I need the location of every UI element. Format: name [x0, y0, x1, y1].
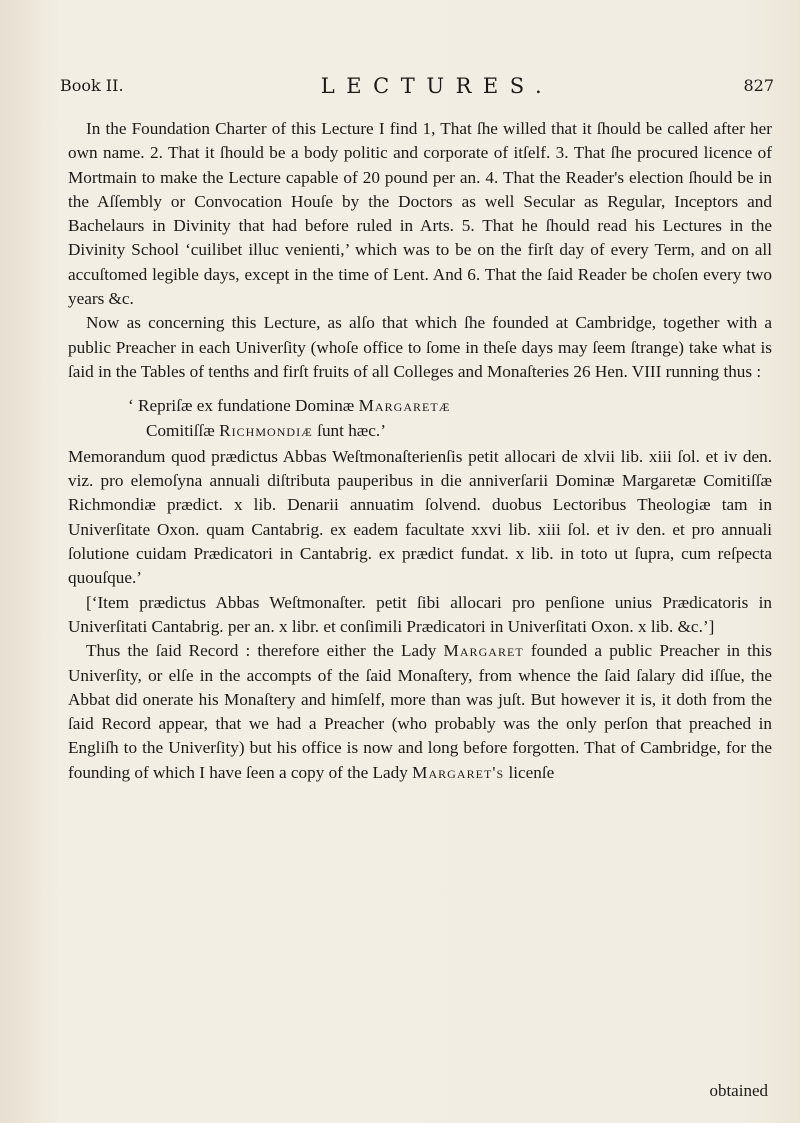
running-header [60, 52, 774, 98]
body-text [68, 117, 772, 785]
running-title: LECTURES. [320, 74, 554, 98]
book-number: Book II. [60, 76, 124, 95]
quote-line-1: ‘ Repriſæ ex fundatione Dominæ Margaretæ [128, 396, 451, 416]
quote-line-2: Comitiſſæ Richmondiæ ſunt hæc.’ [146, 420, 386, 440]
paragraph-charter: In the Foundation Charter of this Lecture I find 1, That ſhe willed that it ſhould be called after her own name. 2. That it ſhould be a body politic and corporate of itſelf. 3. That ſhe procured licence of Mortmain to make the Lecture capable of 20 pound per an. 4. That the Reader's election ſhould be in the Aſſembly or Convocation Houſe by the Doctors as well Secular as Regular, Inceptors and Bachelaurs in Divinity that had before ruled in Arts. 5. That he ſhould read his Lectures in the Divinity School ‘cuilibet illuc venienti,’ which was to be on the firſt day of every Term, and on all accuſtomed legible days, except in the time of Lent. And 6. That the ſaid Reader be choſen every two years &c. [68, 119, 772, 309]
paragraph-item: [‘Item prædictus Abbas Weſtmonaſter. petit ſibi allocari pro penſione unius Prædicatoris in Univerſitati Cantabrig. per an. x libr. et conſimili Prædicatori in Univerſitati Oxon. x lib. &c.’] [68, 592, 772, 636]
block-quote [68, 394, 772, 443]
page-number: 827 [743, 76, 774, 95]
catchword: obtained [709, 1081, 768, 1100]
paragraph-memorandum: Memorandum quod prædictus Abbas Weſtmonaſterienſis petit allocari de xlvii lib. xiii ſol. et iv den. viz. pro elemoſyna annuali diſtributa pauperibus in die anniverſarii Dominæ Margaretæ Comitiſſæ Richmondiæ prædict. x lib. Denarii annuatim ſolvend. duobus Lectoribus Theologiæ tam in Univerſitate Oxon. quam Cantabrig. ex eadem facultate xxvi lib. xiii ſol. et iv den. et pro annuali ſolutione cuidam Prædicatori in Cantabrig. ex prædict fundat. x lib. in toto ut ſupra, cum reſpecta quouſque.’ [68, 446, 772, 588]
paragraph-record: Thus the ſaid Record : therefore either the Lady Margaret founded a public Preacher in this Univerſity, or elſe in the accompts of the ſaid Monaſtery, from whence the ſaid ſalary did iſſue, the Abbat did onerate his Monaſtery and himſelf, more than was juſt. But however it is, it doth from the ſaid Record appear, that we had a Preacher (who probably was the only perſon that preached in Engliſh to the Univerſity) but his office is now and long before forgotten. That of Cambridge, for the founding of which I have ſeen a copy of the Lady Margaret's licenſe [68, 641, 772, 782]
paragraph-concerning: Now as concerning this Lecture, as alſo that which ſhe founded at Cambridge, together with a public Preacher in each Univerſity (whoſe office to ſome in theſe days may ſeem ſtrange) take what is ſaid in the Tables of tenths and firſt fruits of all Colleges and Monaſteries 26 Hen. VIII running thus : [68, 313, 772, 381]
